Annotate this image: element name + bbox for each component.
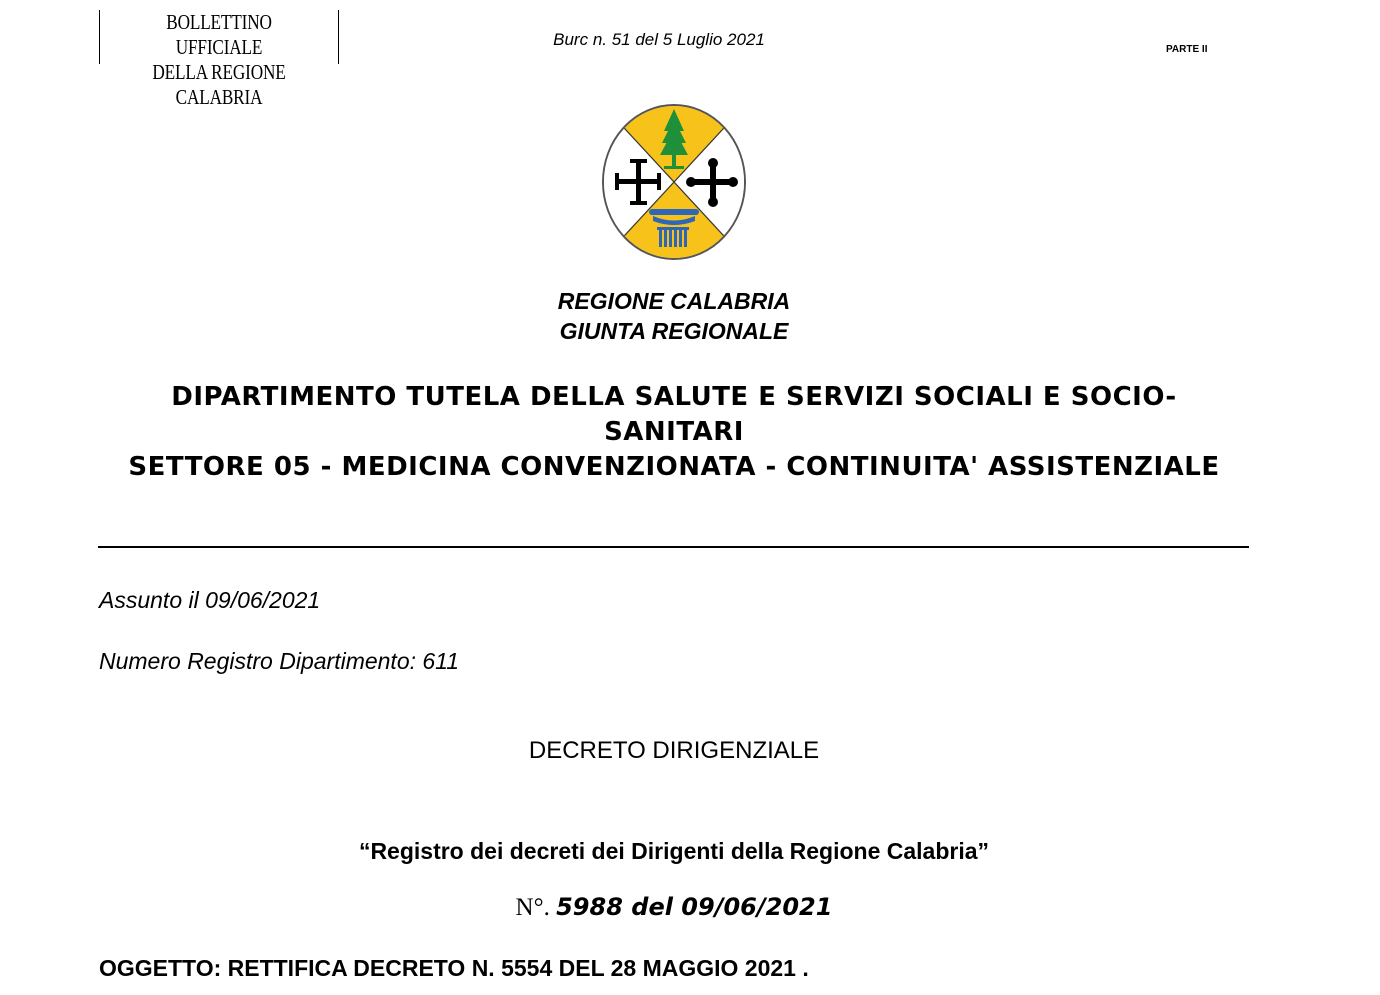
registry-title xyxy=(0,838,1348,865)
department-block xyxy=(0,380,1348,485)
region-name: REGIONE CALABRIA xyxy=(557,288,791,314)
masthead-line-1: BOLLETTINO UFFICIALE xyxy=(166,10,272,59)
calabria-coat-of-arms-icon xyxy=(601,103,747,261)
decree-number-prefix: N°. xyxy=(515,894,557,921)
masthead-line-2: DELLA REGIONE CALABRIA xyxy=(152,60,286,109)
council-name: GIUNTA REGIONALE xyxy=(559,318,789,344)
registry-title-text: “Registro dei decreti dei Dirigenti della Regione Calabria” xyxy=(358,838,990,864)
department-line-1: DIPARTIMENTO TUTELA DELLA SALUTE E SERVIZI SOCIALI E SOCIO- xyxy=(171,382,1177,412)
burc-reference: Burc n. 51 del 5 Luglio 2021 xyxy=(553,30,765,49)
department-line-2: SANITARI xyxy=(604,417,744,447)
department-register-number: Numero Registro Dipartimento: 611 xyxy=(99,648,460,674)
sector-line: SETTORE 05 - MEDICINA CONVENZIONATA - CONTINUITA' ASSISTENZIALE xyxy=(128,452,1220,482)
decree-number-value: 5988 del 09/06/2021 xyxy=(556,893,833,921)
decree-subject: OGGETTO: RETTIFICA DECRETO N. 5554 DEL 28 MAGGIO 2021 . xyxy=(99,955,809,981)
regional-authority xyxy=(0,286,1348,346)
assunto-date: Assunto il 09/06/2021 xyxy=(99,587,321,613)
parte-label: PARTE II xyxy=(1166,44,1208,55)
divider-rule xyxy=(98,546,1249,548)
decree-number xyxy=(0,893,1348,922)
document-type: DECRETO DIRIGENZIALE xyxy=(528,737,820,764)
